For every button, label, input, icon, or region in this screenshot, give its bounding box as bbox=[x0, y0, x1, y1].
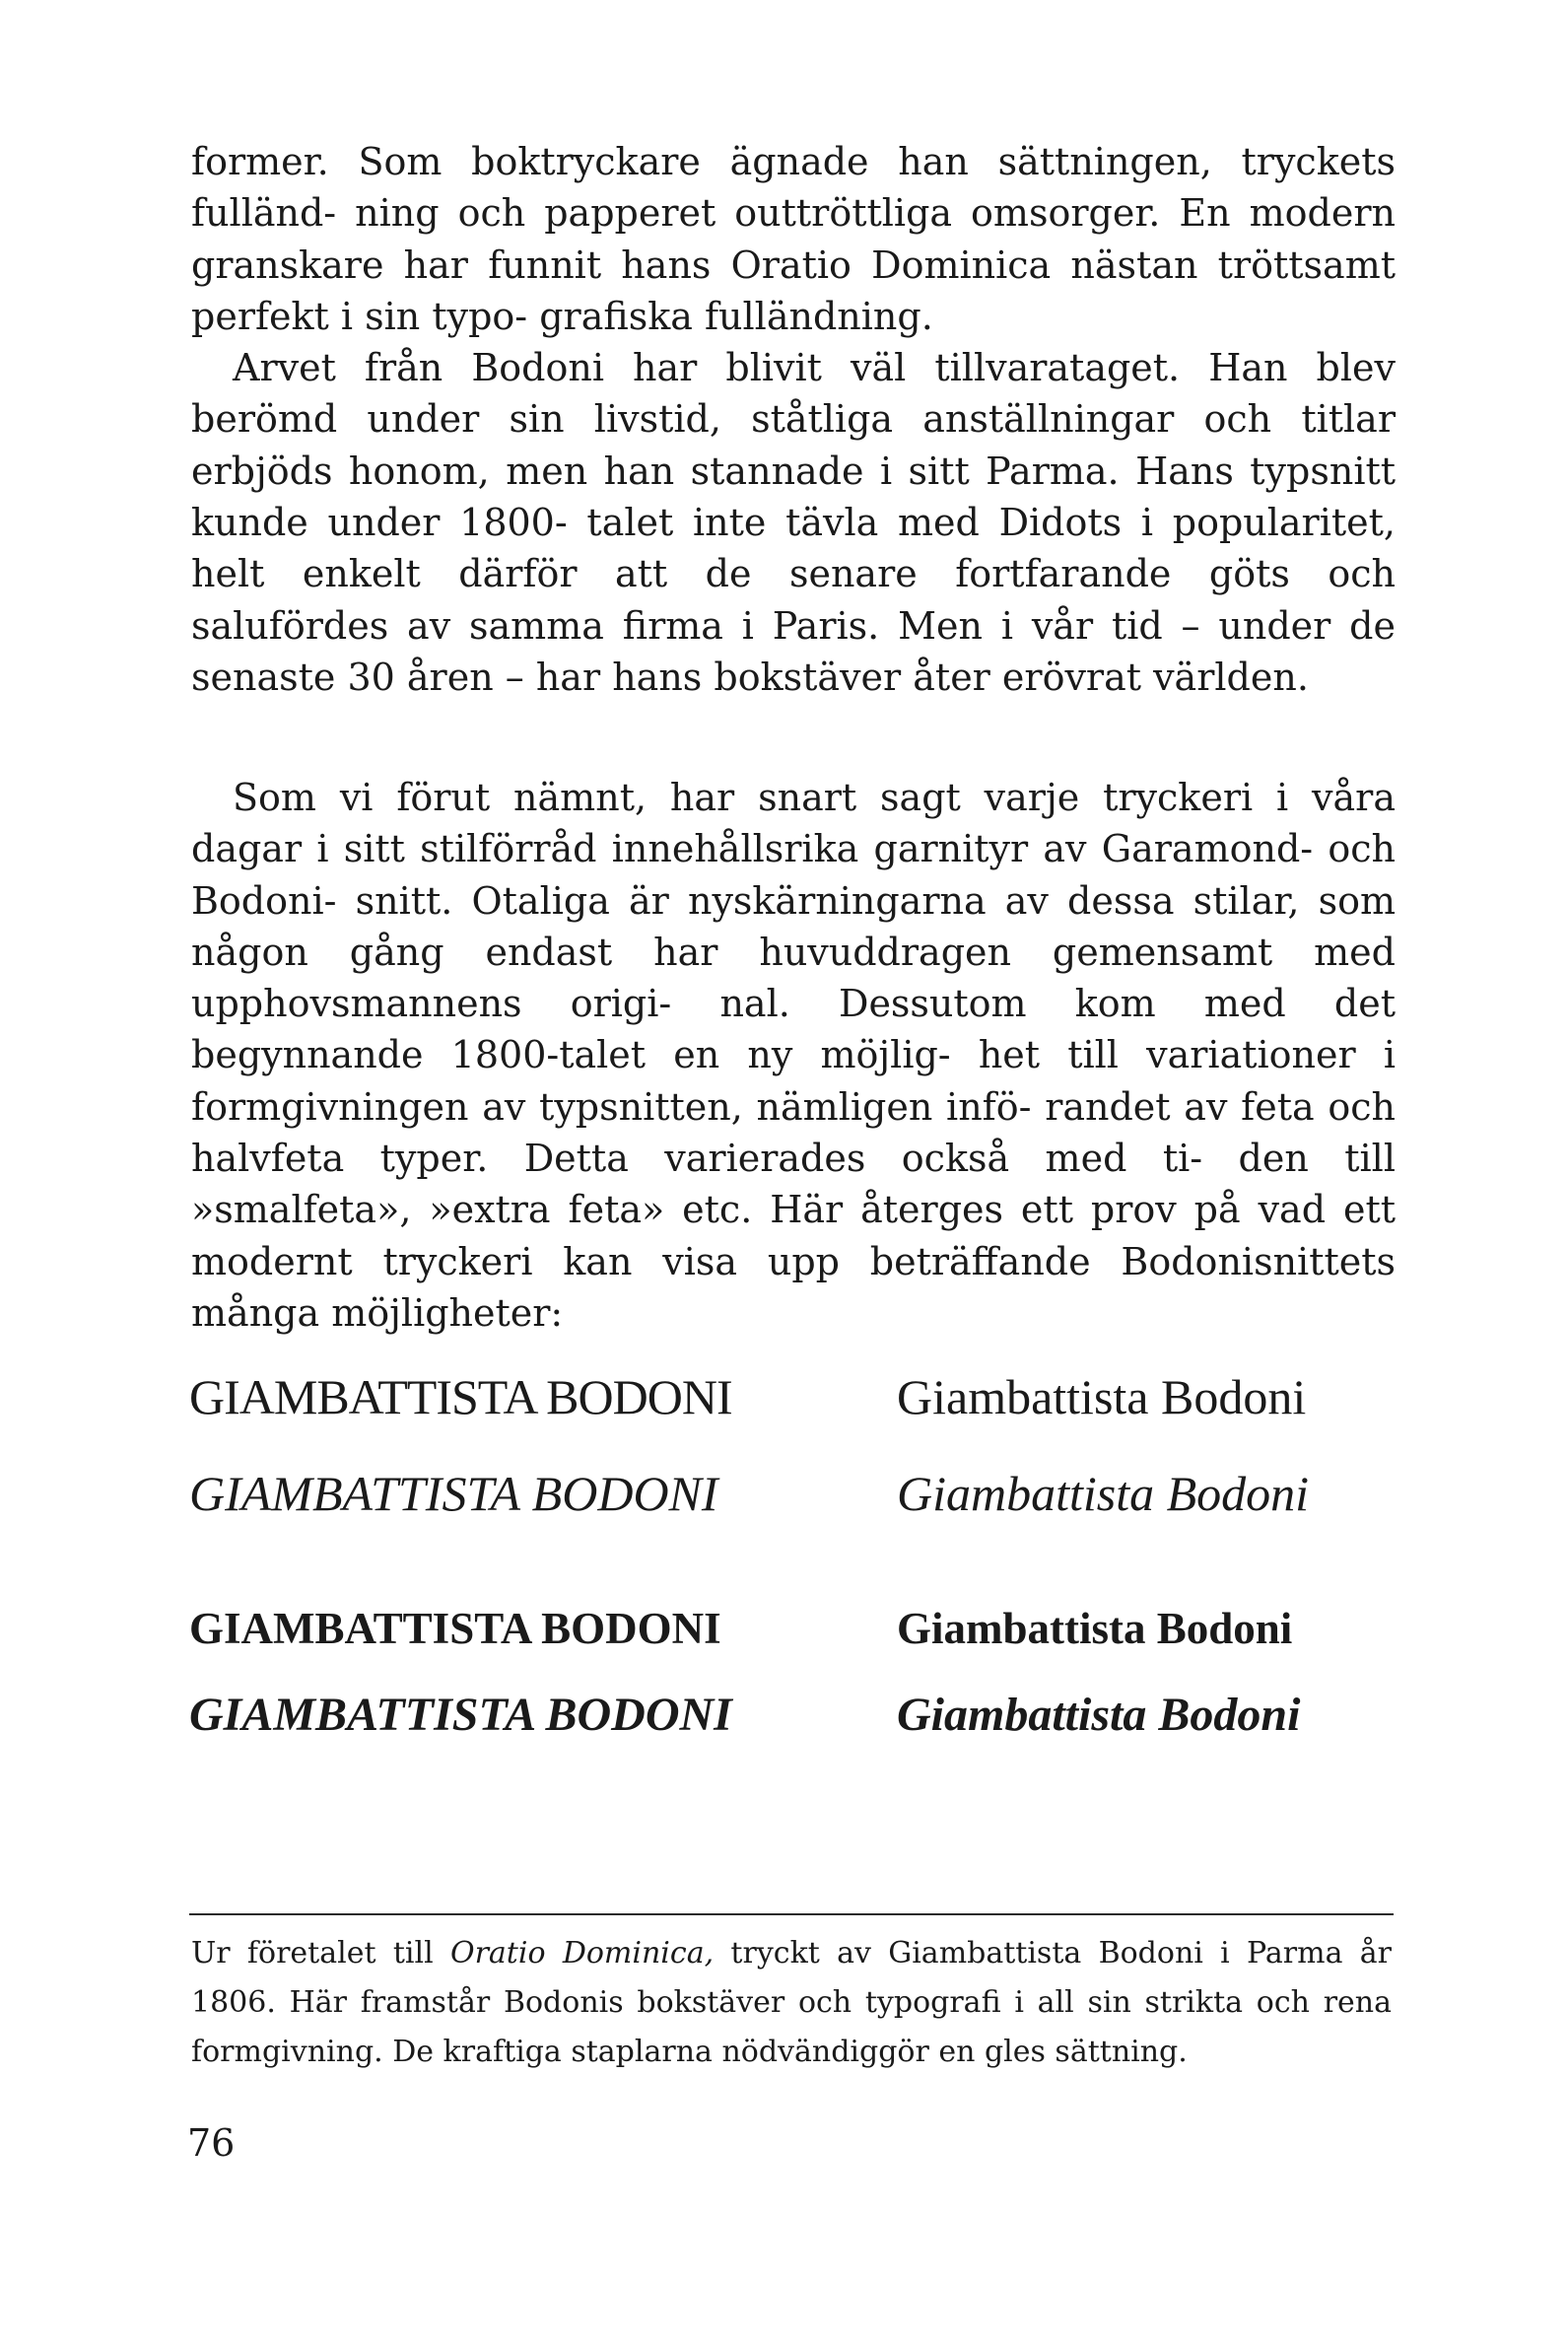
specimen-bold-italic: Giambattista Bodoni bbox=[897, 1689, 1301, 1741]
specimen-regular-caps: GIAMBATTISTA BODONI bbox=[189, 1369, 732, 1424]
paragraph-1-line: ning och papperet outtröttliga omsorger. En modern granskare har bbox=[191, 191, 1396, 287]
caption-text-end: tryckt av Giambattista Bodoni i Parma år 1806. Här framstår Bodonis bokstäver och typografi i all sin strikta och rena formgivning. De kraftiga staplarna nödvändiggör en gles sättning. bbox=[191, 1936, 1392, 2069]
paragraph-3-line: endast har huvuddragen gemensamt med upphovsmannens origi- bbox=[191, 930, 1396, 1026]
paragraph-2-line: talet inte tävla med Didots i popularitet, helt enkelt därför att de bbox=[191, 501, 1396, 596]
paragraph-2-line: åter erövrat världen. bbox=[913, 655, 1309, 699]
paragraph-1-line: grafiska fulländning. bbox=[539, 294, 933, 338]
specimen-italic: Giambattista Bodoni bbox=[897, 1466, 1310, 1521]
caption-divider bbox=[189, 1913, 1394, 1915]
paragraph-2-line: Arvet från Bodoni har blivit väl tillvarataget. Han blev berömd bbox=[191, 346, 1396, 442]
caption-text-start: Ur företalet till bbox=[191, 1936, 450, 1971]
page-number: 76 bbox=[187, 2121, 236, 2165]
paragraph-2-line: under sin livstid, ståtliga anställningar och titlar erbjöds honom, bbox=[191, 397, 1396, 493]
paragraph-1-line: former. Som boktryckare ägnade han sättningen, tryckets fulländ- bbox=[191, 140, 1396, 236]
paragraph-3-line: ett modernt tryckeri kan visa upp beträffande Bodonisnittets bbox=[191, 1188, 1396, 1283]
paragraph-2-line: men han stannade i sitt Parma. Hans typsnitt kunde under 1800- bbox=[191, 449, 1397, 545]
body-text-lower bbox=[191, 772, 1396, 1339]
paragraph-2-line: Men i vår tid – under de senaste 30 åren – har hans bokstäver bbox=[191, 603, 1396, 699]
paragraph-1-line: funnit hans Oratio Dominica nästan tröttsamt perfekt i sin typo- bbox=[191, 242, 1396, 338]
specimen-bold: Giambattista Bodoni bbox=[897, 1604, 1293, 1653]
paragraph-3-line: randet av feta och halvfeta typer. Detta varierades också med ti- bbox=[191, 1084, 1396, 1181]
paragraph-3 bbox=[191, 772, 1396, 1339]
paragraph-3-line: många möjligheter: bbox=[191, 1290, 564, 1335]
paragraph-3-line: Som vi förut nämnt, har snart sagt varje tryckeri i våra dagar bbox=[191, 776, 1396, 871]
paragraph-3-line: den till »smalfeta», »extra feta» etc. Här återges ett prov på vad bbox=[191, 1137, 1396, 1232]
paragraph-3-line: snitt. Otaliga är nyskärningarna av dessa stilar, som någon gång bbox=[191, 878, 1396, 974]
figure-caption bbox=[191, 1929, 1392, 2077]
paragraph-1 bbox=[191, 136, 1396, 342]
caption-work-title: Oratio Dominica, bbox=[449, 1936, 715, 1971]
specimen-bold-caps: GIAMBATTISTA BODONI bbox=[189, 1604, 721, 1653]
paragraph-2-line: senare fortfarande göts och salufördes av samma firma i Paris. bbox=[191, 552, 1396, 648]
paragraph-3-line: i sitt stilförråd innehållsrika garnityr av Garamond- och Bodoni- bbox=[191, 827, 1396, 923]
paragraph-2 bbox=[191, 342, 1396, 703]
paragraph-3-line: nal. Dessutom kom med det begynnande 1800-talet en ny möjlig- bbox=[191, 982, 1396, 1077]
specimen-bold-italic-caps: GIAMBATTISTA BODONI bbox=[189, 1689, 732, 1741]
specimen-italic-caps: GIAMBATTISTA BODONI bbox=[189, 1466, 718, 1521]
paragraph-3-line: het till variationer i formgivningen av typsnitten, nämligen infö- bbox=[191, 1033, 1396, 1129]
specimen-regular: Giambattista Bodoni bbox=[897, 1369, 1307, 1424]
body-text-upper bbox=[191, 136, 1396, 703]
